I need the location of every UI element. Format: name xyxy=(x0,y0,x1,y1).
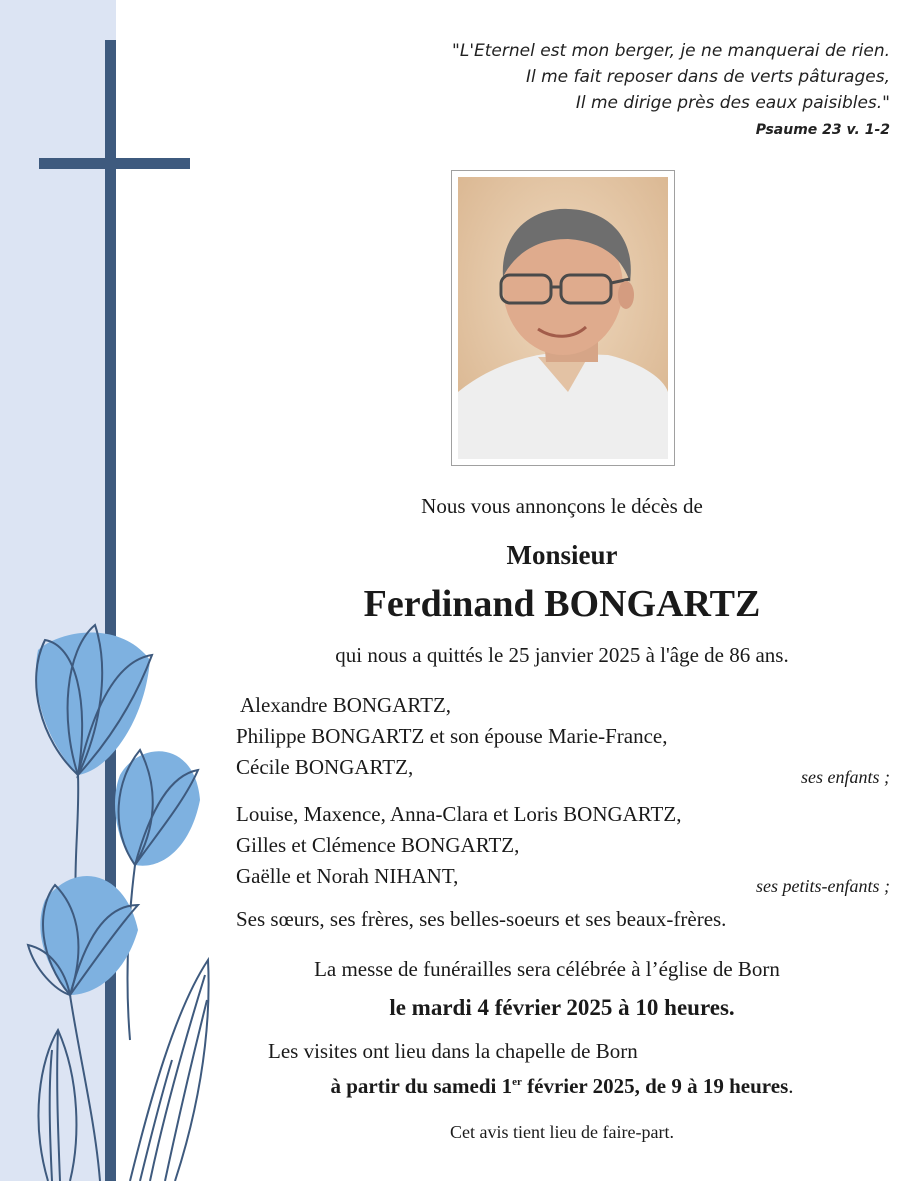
deceased-title: Monsieur xyxy=(506,540,618,570)
visits-location: Les visites ont lieu dans la chapelle de Born xyxy=(268,1039,638,1063)
announcement-text: Nous vous annonçons le décès de xyxy=(421,494,703,518)
siblings-text: Ses sœurs, ses frères, ses belles-soeurs et ses beaux-frères. xyxy=(236,907,727,931)
quote-line-1: "L'Eternel est mon berger, je ne manquerai de rien. xyxy=(452,41,890,61)
visits-from-prefix: à partir du samedi 1 xyxy=(330,1074,513,1098)
footer-note: Cet avis tient lieu de faire-part. xyxy=(450,1122,674,1142)
family-member: Louise, Maxence, Anna-Clara et Loris BONGARTZ, xyxy=(236,802,682,826)
grandchildren-role: ses petits-enfants ; xyxy=(756,876,890,896)
leaf-icon-right xyxy=(130,960,209,1181)
cross-horizontal-bar xyxy=(39,158,190,169)
funeral-datetime: le mardi 4 février 2025 à 10 heures. xyxy=(389,995,735,1020)
portrait-frame xyxy=(451,170,675,466)
deceased-name: Ferdinand BONGARTZ xyxy=(363,583,761,625)
family-member: Alexandre BONGARTZ, xyxy=(240,693,452,717)
children-list xyxy=(236,690,796,783)
visits-from-sup: er xyxy=(512,1076,522,1088)
quote-reference: Psaume 23 v. 1-2 xyxy=(755,122,890,138)
family-member: Cécile BONGARTZ, xyxy=(236,755,414,779)
children-role: ses enfants ; xyxy=(801,767,890,787)
tulip-icon-lower xyxy=(28,876,138,1181)
cross-vertical-bar xyxy=(105,40,116,1181)
family-member: Gaëlle et Norah NIHANT, xyxy=(236,864,459,888)
family-member: Gilles et Clémence BONGARTZ, xyxy=(236,833,520,857)
portrait-photo xyxy=(458,177,668,459)
quote-line-3: Il me dirige près des eaux paisibles." xyxy=(575,93,890,113)
quote-line-2: Il me fait reposer dans de verts pâturages, xyxy=(525,67,890,87)
visits-from-rest: février 2025, de 9 à 19 heures xyxy=(521,1074,789,1098)
grandchildren-list xyxy=(236,799,796,892)
family-member: Philippe BONGARTZ et son épouse Marie-France, xyxy=(236,724,668,748)
death-notice: qui nous a quittés le 25 janvier 2025 à l'âge de 86 ans. xyxy=(335,643,789,667)
leaf-icon-left xyxy=(39,1030,77,1181)
funeral-location: La messe de funérailles sera célébrée à l’église de Born xyxy=(314,957,780,981)
psalm-quote xyxy=(330,38,890,142)
visits-period: . xyxy=(788,1074,794,1098)
cross-and-tulips-decoration xyxy=(0,0,240,1181)
visits-datetime xyxy=(230,1074,894,1099)
